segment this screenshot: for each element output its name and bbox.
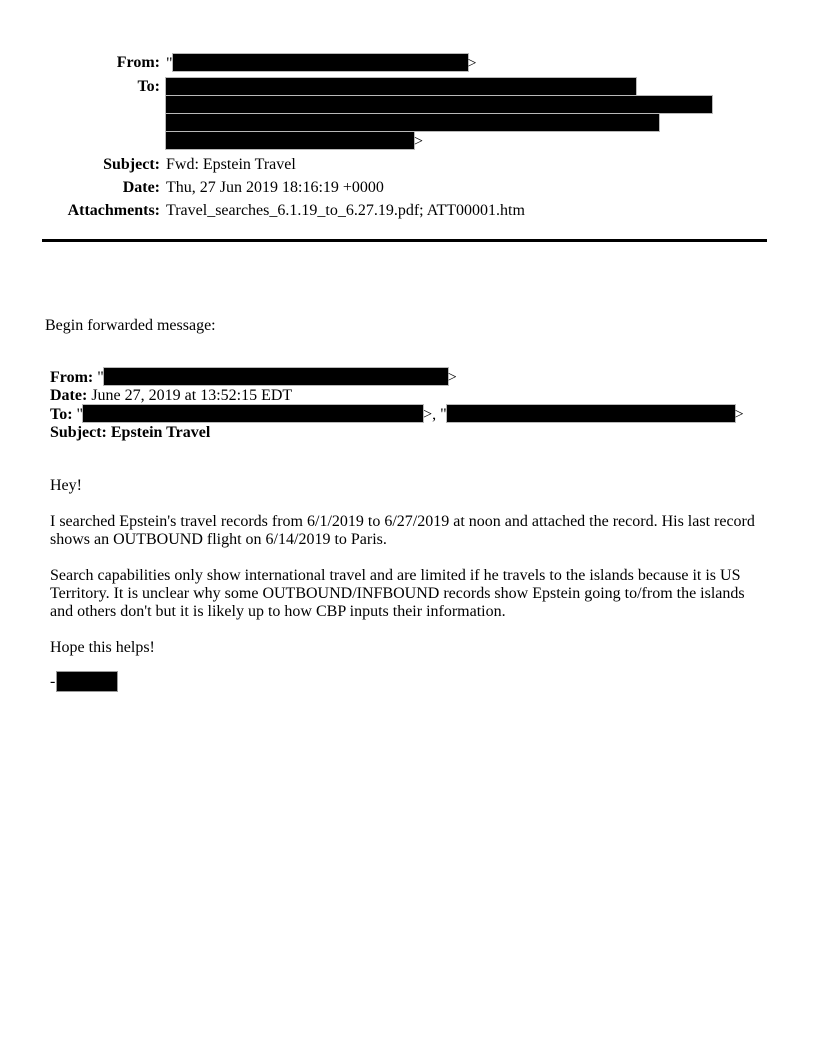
fwd-subject-line: Subject: Epstein Travel [50, 424, 211, 441]
redaction-bar-to-1 [166, 78, 636, 95]
separator-rule [42, 239, 767, 242]
to-angle-bracket: > [414, 133, 424, 150]
subject-value: Fwd: Epstein Travel [166, 156, 296, 173]
attachments-value: Travel_searches_6.1.19_to_6.27.19.pdf; ATT00001.htm [166, 202, 525, 219]
to-label: To: [137, 78, 160, 95]
attachments-label: Attachments: [67, 202, 160, 219]
fwd-date-line [50, 387, 816, 405]
fwd-date-label: Date: [50, 387, 88, 404]
fwd-date-value: June 27, 2019 at 13:52:15 EDT [91, 387, 293, 404]
fwd-to-separator: >, " [423, 406, 447, 423]
to-value [166, 78, 816, 151]
from-label: From: [116, 54, 160, 71]
fwd-from-angle-bracket: > [447, 369, 457, 386]
fwd-to-label: To: [50, 406, 73, 423]
from-quote: " [166, 55, 173, 72]
redaction-bar-from [173, 54, 468, 71]
fwd-to-angle-bracket: > [734, 406, 744, 423]
from-angle-bracket: > [467, 55, 477, 72]
paragraph-search-capabilities: Search capabilities only show international travel and are limited if he travels to the islands because it is US Territory. It is unclear why some OUTBOUND/INFBOUND records show Epstein going to/from the islands and others don't but it is likely up to how CBP inputs their information. [50, 567, 745, 620]
fwd-from-line [50, 368, 816, 387]
greeting-text: Hey! [50, 477, 82, 494]
redaction-bar-fwd-from [104, 368, 448, 385]
redaction-bar-fwd-to-2 [447, 405, 735, 422]
redaction-box-signature [56, 671, 118, 692]
redaction-bar-fwd-to-1 [83, 405, 423, 422]
date-label: Date: [122, 179, 160, 196]
paragraph-travel-records: I searched Epstein's travel records from 6/1/2019 to 6/27/2019 at noon and attached the record. His last record shows an OUTBOUND flight on 6/14/2019 to Paris. [50, 513, 755, 548]
fwd-to-line [50, 405, 816, 424]
fwd-from-quote: " [97, 369, 104, 386]
message-body [50, 477, 768, 691]
forward-intro: Begin forwarded message: [45, 317, 216, 334]
signature-dash: - [50, 672, 56, 690]
redaction-bar-to-4 [166, 132, 414, 149]
subject-label: Subject: [103, 156, 160, 173]
email-header [34, 0, 816, 220]
fwd-from-label: From: [50, 369, 94, 386]
from-value [166, 54, 816, 73]
fwd-to-quote: " [76, 406, 84, 423]
redaction-bar-to-2 [166, 96, 712, 113]
closing-text: Hope this helps! [50, 639, 155, 656]
redaction-bar-to-3 [166, 114, 659, 131]
forwarded-header [50, 368, 816, 442]
signature-line [50, 672, 768, 691]
date-value: Thu, 27 Jun 2019 18:16:19 +0000 [166, 179, 384, 196]
